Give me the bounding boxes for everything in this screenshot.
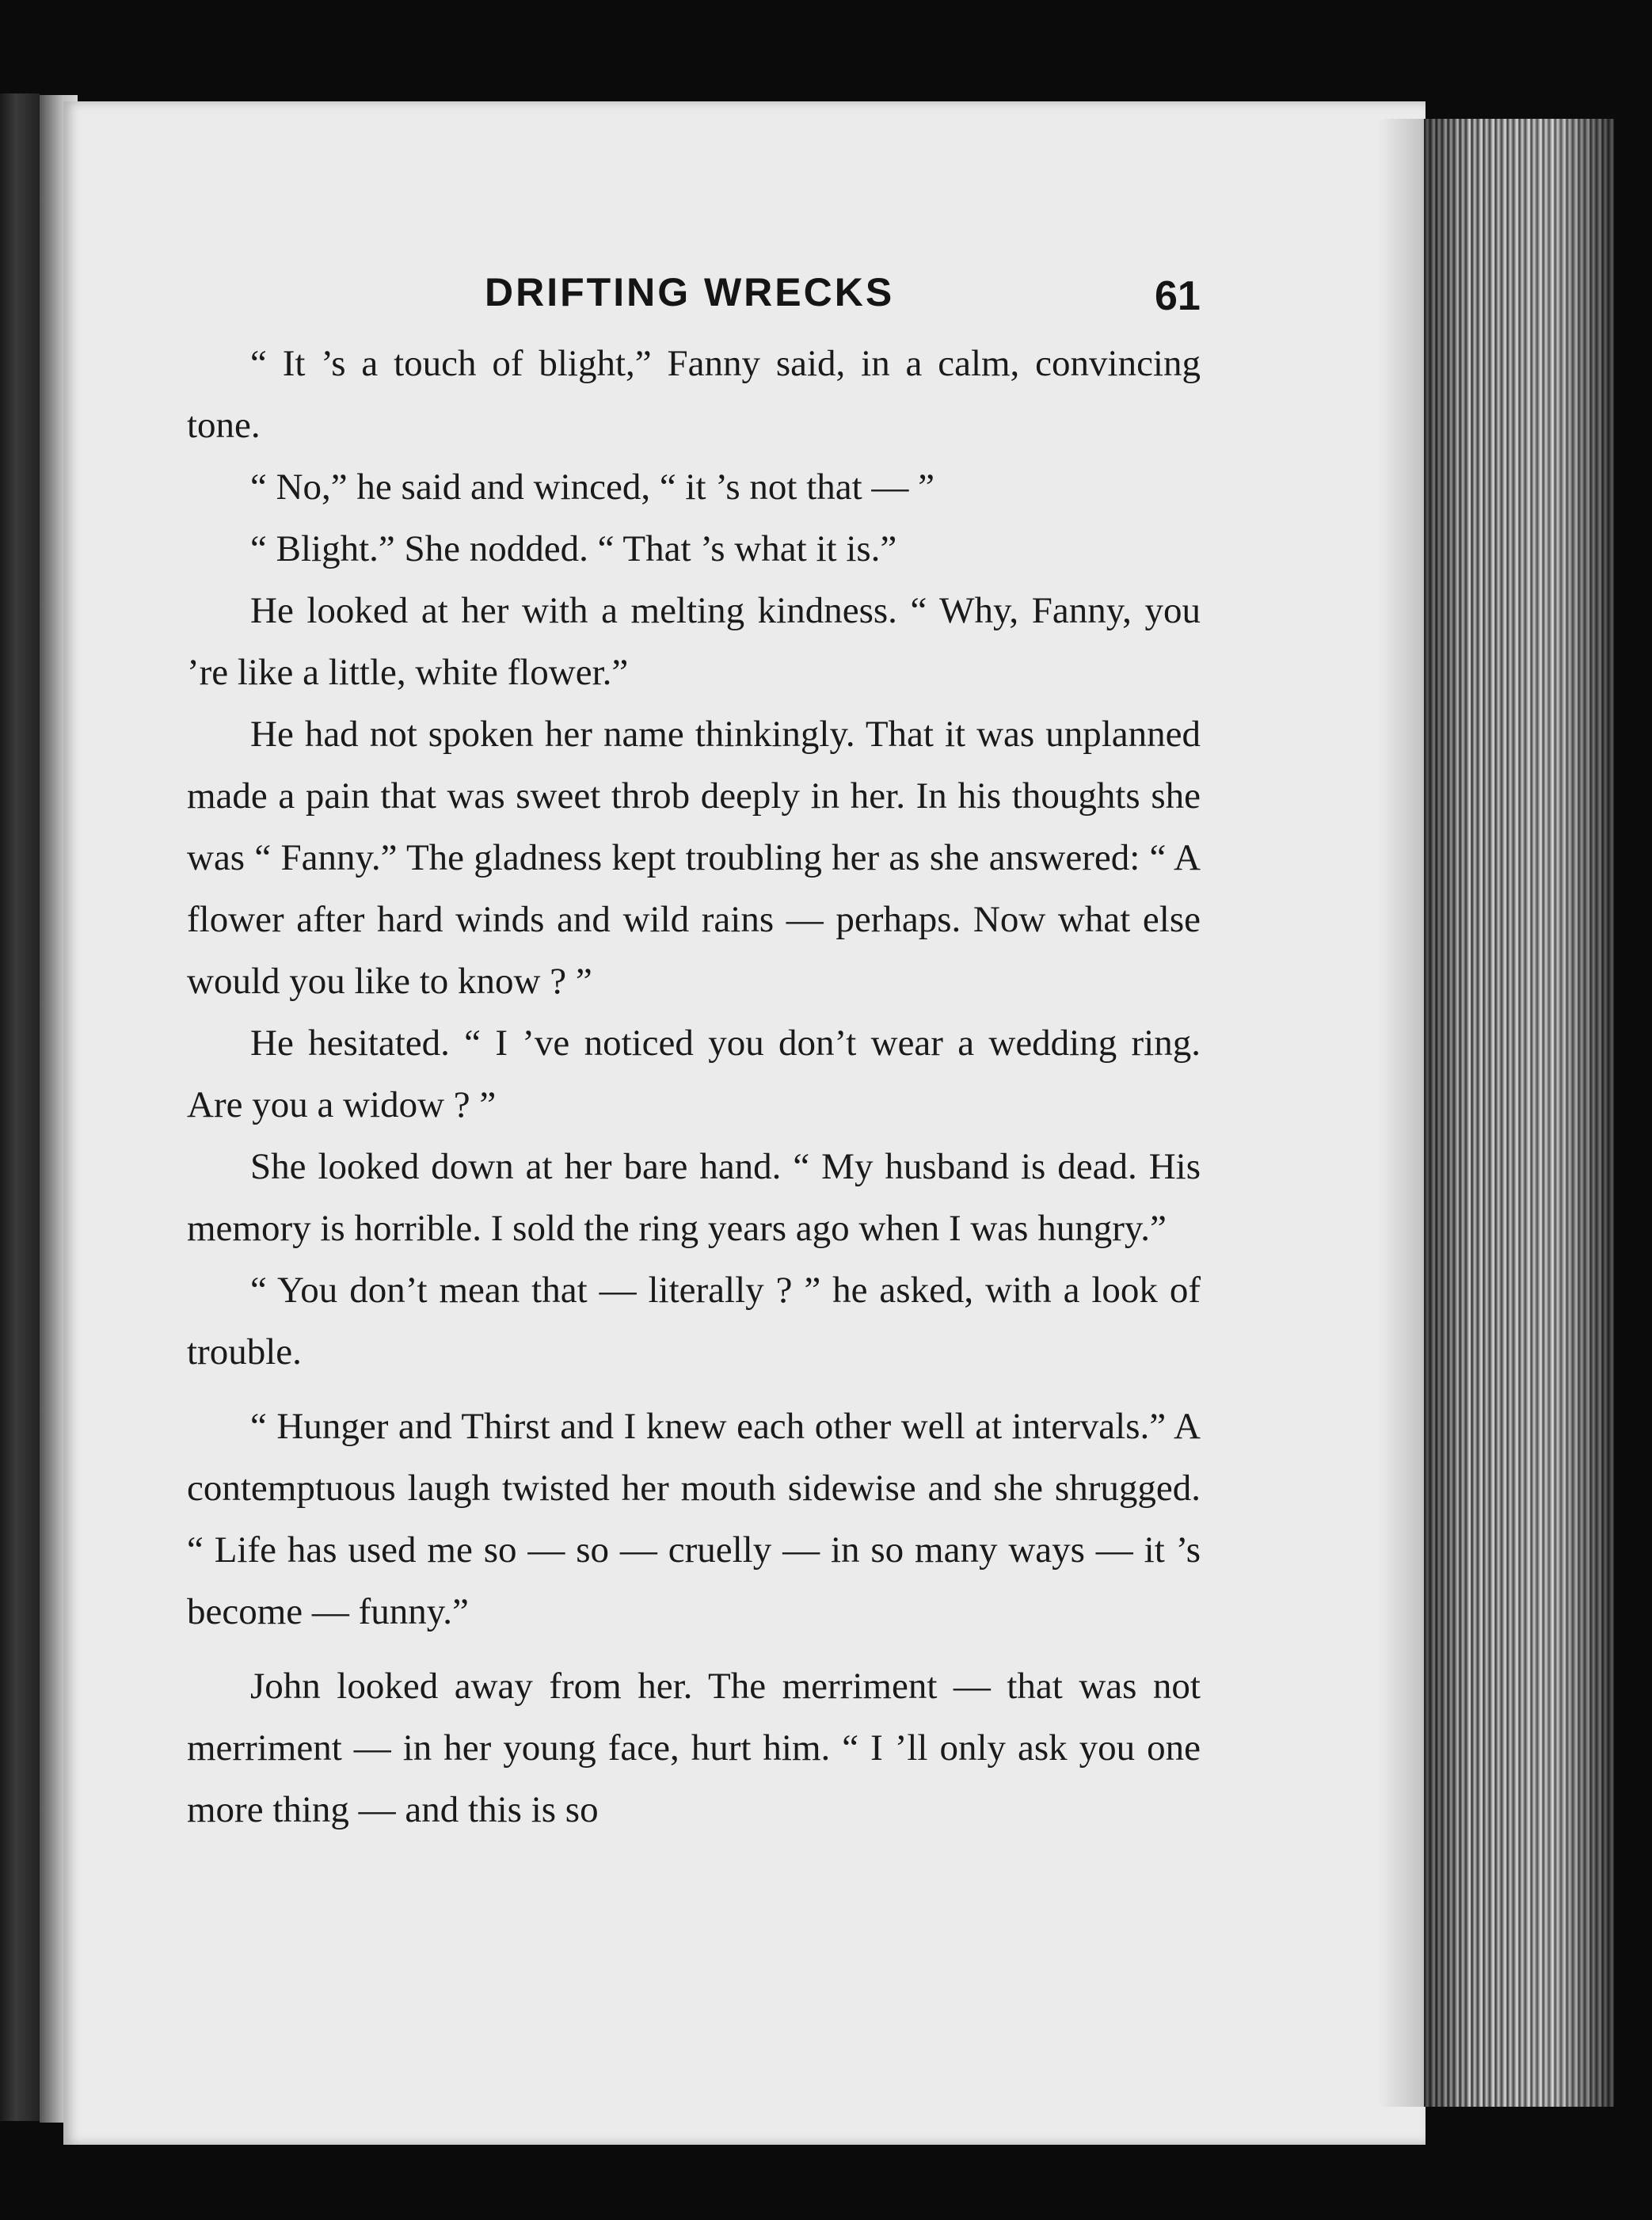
running-title: DRIFTING WRECKS [485, 270, 895, 314]
page-fold-shadow [1378, 119, 1426, 2107]
body-text [187, 333, 1201, 1841]
paragraph: “ Hunger and Thirst and I knew each other well at intervals.” A contemptuous laugh twisted her mouth sidewise and she shrugged. “ Life has used me so — so — cruelly — in so many ways — it ’s become — funny.” [187, 1406, 1201, 1632]
running-head [0, 269, 1652, 333]
paragraph: “ It ’s a touch of blight,” Fanny said, in a calm, convincing tone. [187, 343, 1201, 446]
paragraph: John looked away from her. The merriment — that was not merriment — in her young face, hurt him. “ I ’ll only ask you one more thing — and this is so [187, 1666, 1201, 1830]
paragraph: “ No,” he said and winced, “ it ’s not that — ” [250, 466, 935, 508]
page-number: 61 [1155, 273, 1201, 319]
paragraph: She looked down at her bare hand. “ My husband is dead. His memory is horrible. I sold the ring years ago when I was hungry.” [187, 1146, 1201, 1249]
paragraph: He looked at her with a melting kindness. “ Why, Fanny, you ’re like a little, white flower.” [187, 590, 1201, 693]
left-page-edge [0, 93, 40, 2121]
page-edges-shading [1424, 119, 1614, 2107]
paragraph: “ Blight.” She nodded. “ That ’s what it is.” [250, 528, 897, 569]
paragraph: He had not spoken her name thinkingly. That it was unplanned made a pain that was sweet throb deeply in her. In his thoughts she was “ Fanny.” The gladness kept troubling her as she answered: “ A flower after hard winds and wild rains — perhaps. Now what else would you like to know ? ” [187, 714, 1201, 1002]
paragraph: He hesitated. “ I ’ve noticed you don’t wear a wedding ring. Are you a widow ? ” [187, 1022, 1201, 1125]
paragraph: “ You don’t mean that — literally ? ” he asked, with a look of trouble. [187, 1270, 1201, 1373]
